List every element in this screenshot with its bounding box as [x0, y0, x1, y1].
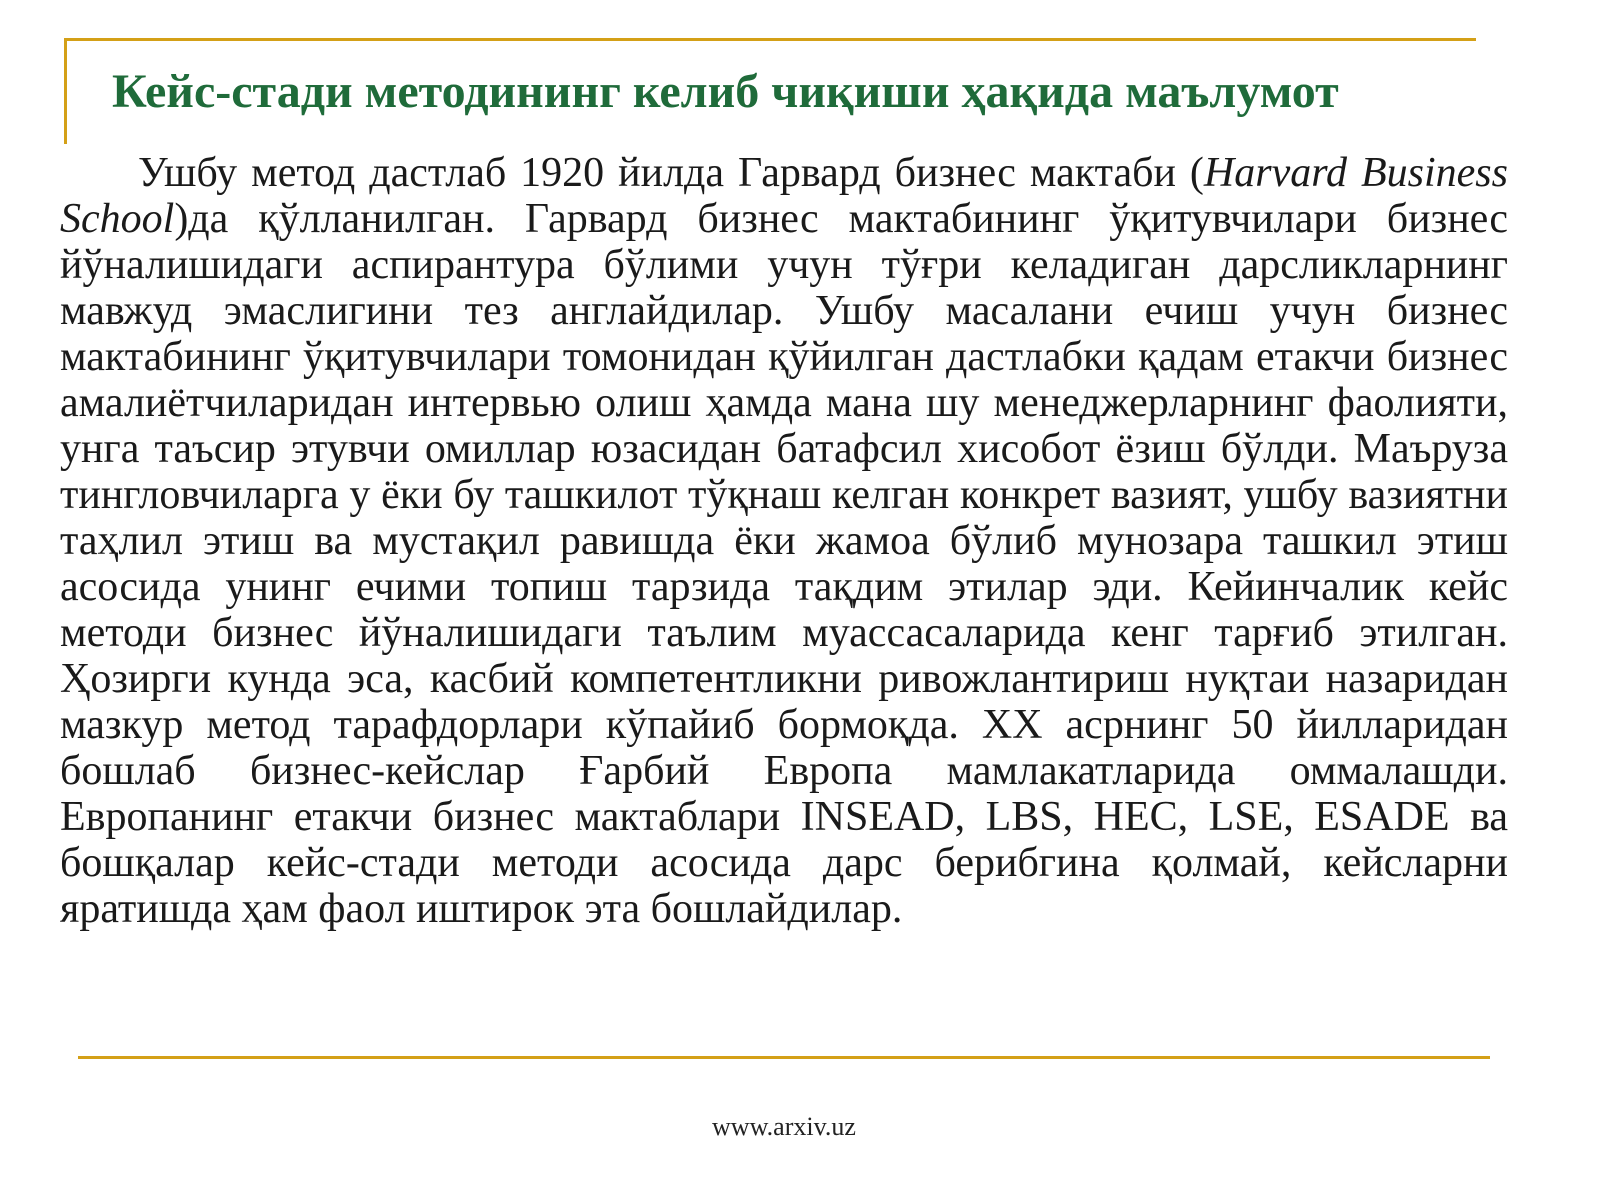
frame-left-line	[64, 38, 67, 144]
paragraph-lead: Ушбу метод дастлаб 1920 йилда Гарвард бизнес мактаби (	[138, 150, 1204, 196]
slide-title: Кейс-стади методининг келиб чиқиши ҳақида маълумот	[112, 65, 1339, 118]
paragraph-rest: )да қўлланилган. Гарвард бизнес мактабининг ўқитувчилари бизнес йўналишидаги аспирантура бўлими учун тўғри келадиган дарсликларнинг мавжуд эмаслигини тез англайдилар. Ушбу масалани ечиш учун бизнес мактабининг ўқитувчилари томонидан қўйилган дастлабки қадам етакчи бизнес амалиётчиларидан интервью олиш ҳамда мана шу менеджерларнинг фаолияти, унга таъсир этувчи омиллар юзасидан батафсил хисобот ёзиш бўлди. Маъруза тингловчиларга у ёки бу ташкилот тўқнаш келган конкрет вазият, ушбу вазиятни таҳлил этиш ва мустақил равишда ёки жамоа бўлиб мунозара ташкил этиш асосида унинг ечими топиш тарзида тақдим этилар эди. Кейинчалик кейс методи бизнес йўналишидаги таълим муассасаларида кенг тарғиб этилган. Ҳозирги кунда эса, касбий компетентликни ривожлантириш нуқтаи назаридан мазкур метод тарафдорлари кўпайиб бормоқда. XX асрнинг 50 йилларидан бошлаб бизнес-кейслар Ғарбий Европа мамлакатларида оммалашди. Европанинг етакчи бизнес мактаблари INSEAD, LBS, HEC, LSE, ESADE ва бошқалар кейс-стади методи асосида дарс берибгина қолмай, кейсларни яратишда ҳам фаол иштирок эта бошлайдилар.	[60, 196, 1508, 932]
body-paragraph	[60, 150, 1508, 932]
frame-bottom-line	[78, 1056, 1490, 1059]
frame-top-line	[64, 38, 1476, 41]
paragraph-italic-name: Harvard Business School	[60, 150, 1508, 242]
footer-link[interactable]: www.arxiv.uz	[712, 1112, 856, 1141]
